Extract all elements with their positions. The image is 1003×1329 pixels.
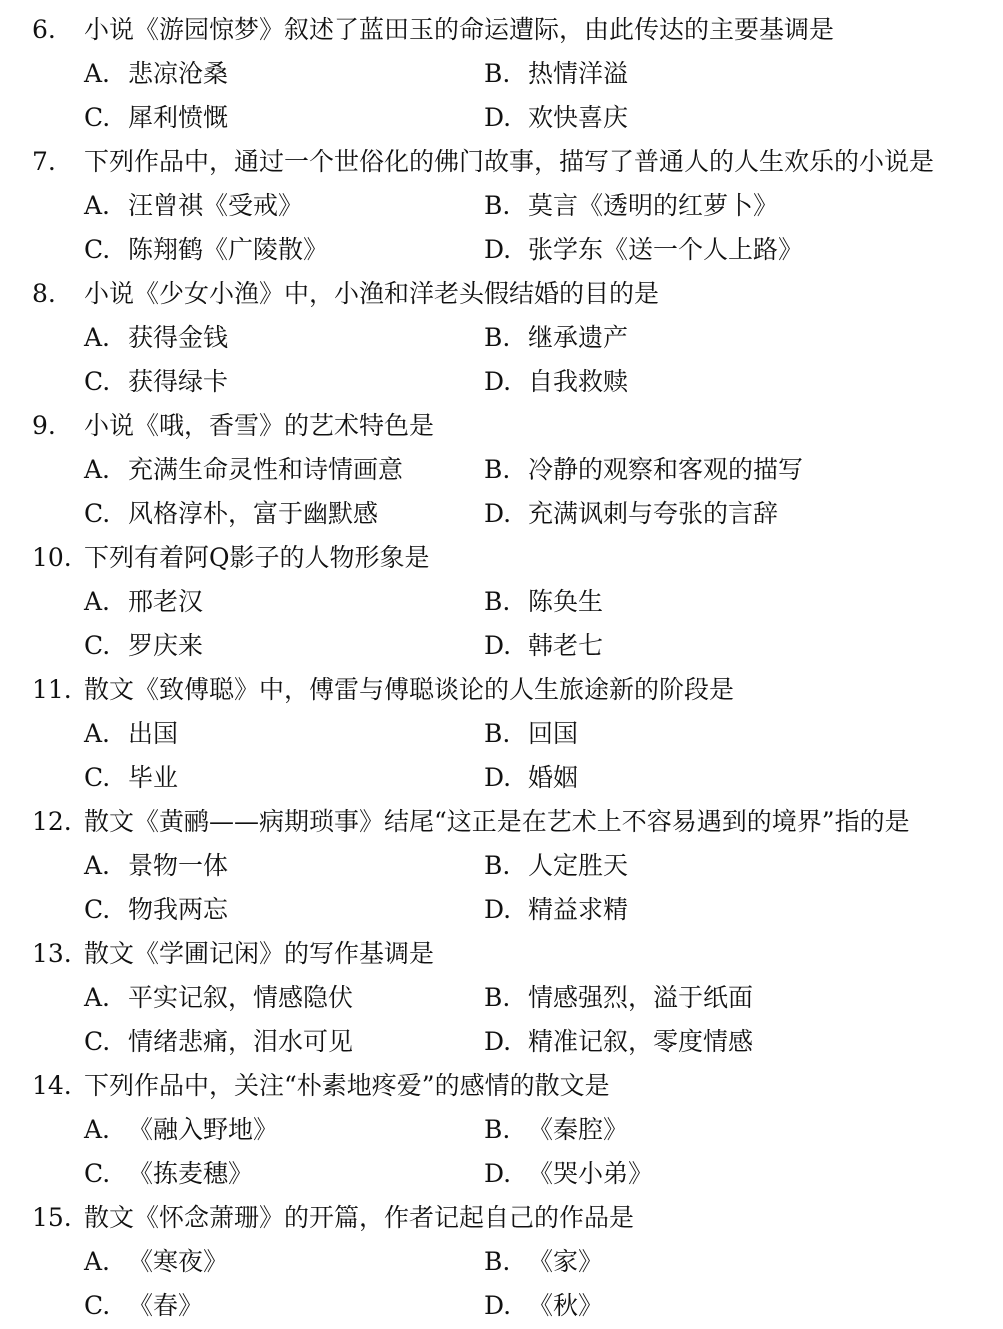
option-row <box>0 492 1003 536</box>
option-row <box>0 1152 1003 1196</box>
option-row <box>0 712 1003 756</box>
option-text: 出国 <box>128 719 179 748</box>
option-text: 犀利愤慨 <box>128 103 229 132</box>
question-text: 散文《怀念萧珊》的开篇，作者记起自己的作品是 <box>84 1203 635 1232</box>
option-letter: D. <box>484 1159 512 1188</box>
option-text: 精准记叙，零度情感 <box>528 1027 754 1056</box>
option-letter: C. <box>84 631 111 660</box>
option-letter: D. <box>484 103 512 132</box>
question-stem <box>0 8 1003 52</box>
option-letter: B. <box>484 851 511 880</box>
question-stem <box>0 272 1003 316</box>
option-d <box>484 888 628 932</box>
option-text: 张学东《送一个人上路》 <box>528 235 804 264</box>
option-letter: B. <box>484 719 511 748</box>
option-text: 陈翔鹤《广陵散》 <box>128 235 329 264</box>
option-letter: A. <box>84 719 111 748</box>
option-c <box>84 888 228 932</box>
option-letter: A. <box>84 1115 111 1144</box>
option-c <box>84 1284 203 1328</box>
option-a <box>84 1240 228 1284</box>
option-text: 获得金钱 <box>128 323 229 352</box>
option-row <box>0 1284 1003 1328</box>
option-c <box>84 1020 353 1064</box>
option-text: 物我两忘 <box>128 895 229 924</box>
option-a <box>84 976 353 1020</box>
option-text: 《拣麦穗》 <box>128 1159 254 1188</box>
question-number: 14. <box>32 1071 72 1100</box>
option-c <box>84 228 328 272</box>
question-7 <box>0 140 1003 272</box>
question-text: 下列作品中，关注“朴素地疼爱”的感情的散文是 <box>84 1071 610 1100</box>
option-a <box>84 712 178 756</box>
option-letter: C. <box>84 235 111 264</box>
option-text: 罗庆来 <box>128 631 204 660</box>
option-text: 毕业 <box>128 763 179 792</box>
option-b <box>484 448 803 492</box>
option-b <box>484 844 628 888</box>
option-letter: D. <box>484 367 512 396</box>
question-number: 6. <box>32 15 56 44</box>
option-row <box>0 624 1003 668</box>
option-row <box>0 844 1003 888</box>
option-text: 陈奂生 <box>528 587 604 616</box>
option-text: 《秋》 <box>528 1291 604 1320</box>
option-row <box>0 756 1003 800</box>
option-text: 情绪悲痛，泪水可见 <box>128 1027 354 1056</box>
question-13 <box>0 932 1003 1064</box>
option-letter: D. <box>484 1291 512 1320</box>
option-letter: A. <box>84 323 111 352</box>
option-b <box>484 580 603 624</box>
option-letter: A. <box>84 983 111 1012</box>
option-letter: C. <box>84 1027 111 1056</box>
option-letter: A. <box>84 1247 111 1276</box>
option-text: 热情洋溢 <box>528 59 629 88</box>
option-letter: D. <box>484 235 512 264</box>
option-c <box>84 624 203 668</box>
question-15 <box>0 1196 1003 1328</box>
question-text: 小说《哦，香雪》的艺术特色是 <box>84 411 435 440</box>
option-c <box>84 96 228 140</box>
option-letter: B. <box>484 59 511 88</box>
option-a <box>84 52 228 96</box>
option-letter: D. <box>484 895 512 924</box>
question-9 <box>0 404 1003 536</box>
option-text: 莫言《透明的红萝卜》 <box>528 191 779 220</box>
question-12 <box>0 800 1003 932</box>
question-number: 7. <box>32 147 56 176</box>
option-row <box>0 184 1003 228</box>
option-row <box>0 360 1003 404</box>
option-d <box>484 624 603 668</box>
option-b <box>484 1108 628 1152</box>
question-14 <box>0 1064 1003 1196</box>
option-a <box>84 844 228 888</box>
option-letter: D. <box>484 763 512 792</box>
option-text: 风格淳朴，富于幽默感 <box>128 499 379 528</box>
option-c <box>84 360 228 404</box>
option-row <box>0 52 1003 96</box>
question-text: 小说《少女小渔》中，小渔和洋老头假结婚的目的是 <box>84 279 660 308</box>
question-number: 10. <box>32 543 72 572</box>
option-row <box>0 888 1003 932</box>
option-d <box>484 1152 653 1196</box>
option-b <box>484 316 628 360</box>
option-letter: B. <box>484 455 511 484</box>
exam-page <box>0 8 1003 1328</box>
question-number: 8. <box>32 279 56 308</box>
option-letter: C. <box>84 1159 111 1188</box>
option-c <box>84 756 178 800</box>
question-number: 11. <box>32 675 72 704</box>
option-a <box>84 448 403 492</box>
option-row <box>0 1240 1003 1284</box>
option-letter: B. <box>484 587 511 616</box>
option-d <box>484 228 803 272</box>
option-text: 邢老汉 <box>128 587 204 616</box>
option-d <box>484 756 578 800</box>
option-text: 精益求精 <box>528 895 629 924</box>
question-stem <box>0 536 1003 580</box>
option-b <box>484 52 628 96</box>
question-6 <box>0 8 1003 140</box>
option-text: 平实记叙，情感隐伏 <box>128 983 354 1012</box>
option-letter: A. <box>84 587 111 616</box>
option-d <box>484 1284 603 1328</box>
option-a <box>84 1108 278 1152</box>
option-text: 继承遗产 <box>528 323 629 352</box>
option-text: 获得绿卡 <box>128 367 229 396</box>
option-letter: B. <box>484 323 511 352</box>
option-d <box>484 96 628 140</box>
option-b <box>484 712 578 756</box>
option-text: 悲凉沧桑 <box>128 59 229 88</box>
option-letter: D. <box>484 499 512 528</box>
option-a <box>84 316 228 360</box>
option-text: 情感强烈，溢于纸面 <box>528 983 754 1012</box>
question-number: 12. <box>32 807 72 836</box>
option-text: 韩老七 <box>528 631 604 660</box>
option-letter: D. <box>484 631 512 660</box>
question-number: 13. <box>32 939 72 968</box>
option-letter: C. <box>84 499 111 528</box>
question-number: 9. <box>32 411 56 440</box>
option-text: 《寒夜》 <box>128 1247 229 1276</box>
question-text: 小说《游园惊梦》叙述了蓝田玉的命运遭际，由此传达的主要基调是 <box>84 15 835 44</box>
question-8 <box>0 272 1003 404</box>
question-text: 散文《致傅聪》中，傅雷与傅聪谈论的人生旅途新的阶段是 <box>84 675 735 704</box>
option-row <box>0 96 1003 140</box>
option-c <box>84 492 378 536</box>
option-letter: C. <box>84 367 111 396</box>
option-letter: C. <box>84 763 111 792</box>
question-number: 15. <box>32 1203 72 1232</box>
option-row <box>0 228 1003 272</box>
option-text: 《春》 <box>128 1291 204 1320</box>
option-letter: A. <box>84 851 111 880</box>
question-11 <box>0 668 1003 800</box>
option-letter: A. <box>84 455 111 484</box>
question-text: 散文《学圃记闲》的写作基调是 <box>84 939 435 968</box>
option-letter: B. <box>484 191 511 220</box>
option-letter: C. <box>84 895 111 924</box>
question-stem <box>0 668 1003 712</box>
option-row <box>0 316 1003 360</box>
option-letter: A. <box>84 191 111 220</box>
option-b <box>484 976 753 1020</box>
option-text: 《家》 <box>528 1247 604 1276</box>
question-stem <box>0 1196 1003 1240</box>
option-b <box>484 1240 603 1284</box>
option-row <box>0 976 1003 1020</box>
option-text: 充满讽刺与夸张的言辞 <box>528 499 779 528</box>
option-text: 充满生命灵性和诗情画意 <box>128 455 404 484</box>
option-letter: B. <box>484 1115 511 1144</box>
option-text: 景物一体 <box>128 851 229 880</box>
question-10 <box>0 536 1003 668</box>
option-text: 欢快喜庆 <box>528 103 629 132</box>
option-letter: B. <box>484 983 511 1012</box>
option-letter: B. <box>484 1247 511 1276</box>
option-text: 婚姻 <box>528 763 579 792</box>
question-text: 下列作品中，通过一个世俗化的佛门故事，描写了普通人的人生欢乐的小说是 <box>84 147 935 176</box>
option-text: 《融入野地》 <box>128 1115 279 1144</box>
option-d <box>484 492 778 536</box>
option-row <box>0 1108 1003 1152</box>
question-stem <box>0 404 1003 448</box>
option-text: 自我救赎 <box>528 367 629 396</box>
option-row <box>0 448 1003 492</box>
option-b <box>484 184 778 228</box>
question-text: 下列有着阿Q影子的人物形象是 <box>84 543 430 572</box>
option-d <box>484 1020 753 1064</box>
question-stem <box>0 1064 1003 1108</box>
option-text: 《哭小弟》 <box>528 1159 654 1188</box>
option-a <box>84 580 203 624</box>
option-letter: A. <box>84 59 111 88</box>
option-text: 人定胜天 <box>528 851 629 880</box>
option-d <box>484 360 628 404</box>
option-text: 汪曾祺《受戒》 <box>128 191 304 220</box>
option-c <box>84 1152 253 1196</box>
option-row <box>0 580 1003 624</box>
option-text: 回国 <box>528 719 579 748</box>
option-letter: C. <box>84 1291 111 1320</box>
question-text: 散文《黄鹂——病期琐事》结尾“这正是在艺术上不容易遇到的境界”指的是 <box>84 807 910 836</box>
option-letter: C. <box>84 103 111 132</box>
option-a <box>84 184 303 228</box>
option-letter: D. <box>484 1027 512 1056</box>
option-text: 《秦腔》 <box>528 1115 629 1144</box>
question-stem <box>0 800 1003 844</box>
question-stem <box>0 140 1003 184</box>
question-stem <box>0 932 1003 976</box>
option-text: 冷静的观察和客观的描写 <box>528 455 804 484</box>
option-row <box>0 1020 1003 1064</box>
